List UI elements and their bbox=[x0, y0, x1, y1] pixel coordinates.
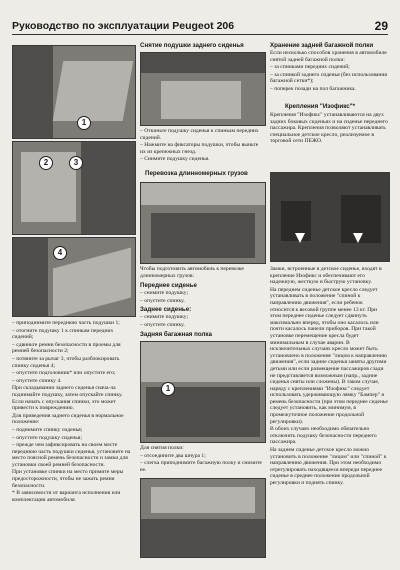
photo-seat-cushion bbox=[12, 45, 136, 139]
heading-shelf-storage: Хранение задней багажной полки bbox=[270, 42, 374, 49]
col1-line: – отогните подушку 1 к спинкам передних сидений; bbox=[12, 327, 114, 341]
col1-line: При установке спинки на место примите меры предосторожности, чтобы не зажать ремни безопасности. bbox=[12, 469, 124, 489]
col2-s5-line: Для снятия полки: bbox=[140, 445, 184, 451]
col1-line: – потяните за рычаг 3, чтобы разблокировать спинку сиденья 4; bbox=[12, 355, 120, 369]
col3-s2 bbox=[270, 112, 388, 146]
col3-s2-line: Крепления "Изофикс" устанавливаются на двух задних боковых сиденьях и на сиденье переднего пассажира. Крепления позволяют устанавливать специальное детское кресло, реализуемое в торговой сети ПЕЖО. bbox=[270, 112, 388, 145]
col2-s1-line: – Снимите подушку сиденья. bbox=[140, 156, 210, 163]
page-number: 29 bbox=[374, 19, 388, 33]
col2-s4 bbox=[140, 314, 264, 329]
col1-line: – приподнимите переднюю часть подушки 1; bbox=[12, 320, 120, 326]
callout-shelf-1: 1 bbox=[161, 382, 175, 396]
heading-rear-shelf: Задняя багажная полка bbox=[140, 331, 212, 338]
col2-s3 bbox=[140, 290, 264, 305]
heading-rear-seat: Заднее сиденье: bbox=[140, 306, 192, 313]
callout-3: 3 bbox=[69, 156, 83, 170]
page-header bbox=[12, 20, 388, 35]
callout-2: 2 bbox=[39, 156, 53, 170]
col3-s1-line: – за спинкой заднего сиденья (без использования багажной сетки*); bbox=[270, 71, 387, 85]
col2-s1-line: – Нажмите на фиксаторы подушки, чтобы выньте их из крепежных гнезд. bbox=[140, 142, 259, 155]
col2-s1-line: – Откиньте подушку сиденья к спинкам передних сидений. bbox=[140, 128, 259, 141]
col2-s2-line: Чтобы подготовить автомобиль к перевозке длинномерных грузов: bbox=[140, 266, 244, 279]
col3-s3 bbox=[270, 266, 388, 488]
col1-line: Для приведения заднего сиденья в нормальное положение: bbox=[12, 412, 124, 426]
col3-s3-line: В обоих случаях необходимо обязательно отключить подушку безопасности переднего пассажира. bbox=[270, 426, 377, 446]
photo-shelf-bottom bbox=[140, 478, 266, 558]
col1-line: – поднимите спинку сиденья; bbox=[12, 426, 83, 433]
photo-seatbelt-lever bbox=[12, 141, 136, 235]
col3-s1-line: Если несколько способов хранения в автомобиле снятой задней багажной полки: bbox=[270, 50, 387, 63]
col2-s1 bbox=[140, 128, 264, 164]
col2-s3-line: – опустите спинку. bbox=[140, 297, 185, 304]
col1-line: При складывании заднего сиденья снача-ла поднимайте подушку, затем опускайте спинку. Если начать с опускания спинки, это может привести к повреждению. bbox=[12, 385, 123, 412]
col1-line: – опустите подушку сиденья; bbox=[12, 434, 82, 441]
col1-line: – опустите подголовник* или опустите его; bbox=[12, 370, 116, 377]
col3-s3-line: На заднем сиденье детское кресло можно установить в положение "лицом" или "спиной" к направлению движения. При этом необходимо отрегулировать находящееся впереди переднее сиденье в среднее положение продольной регулировки и поднять спинку. bbox=[270, 447, 387, 486]
photo-remove-cushion bbox=[140, 52, 266, 126]
col3-s1 bbox=[270, 50, 388, 94]
callout-1: 1 bbox=[77, 116, 91, 130]
arrow-down-icon bbox=[353, 233, 363, 243]
col1-line: – опустите спинку 4. bbox=[12, 377, 62, 384]
col1-text bbox=[12, 320, 134, 504]
col3-s1-line: – поперек позади на пол багажника. bbox=[270, 85, 356, 92]
col1-line: – сдвиньте ремни безопасности в проемы для ремней безопасности 2; bbox=[12, 341, 121, 355]
heading-front-seat: Переднее сиденье bbox=[140, 282, 197, 289]
heading-long-loads: Перевозка длинномерных грузов bbox=[145, 170, 248, 177]
col2-s5-line: – слегка приподнимите багажную полку и снимите ее. bbox=[140, 460, 262, 473]
callout-4: 4 bbox=[53, 246, 67, 260]
col2-s4-line: – снимите подушку; bbox=[140, 314, 189, 320]
photo-long-loads bbox=[140, 182, 266, 264]
heading-remove-cushion: Снятие подушки заднего сиденья bbox=[140, 42, 244, 49]
col3-s3-line: Замки, встроенные в детское сиденье, входят в крепление Изофикс и обеспечивают его надежную, жесткую и быструю установку. bbox=[270, 266, 382, 286]
col2-s3-line: – снимите подушку; bbox=[140, 290, 189, 296]
col2-s4-line: – опустите спинку. bbox=[140, 321, 185, 328]
photo-folded-seat bbox=[12, 237, 136, 317]
col2-s5 bbox=[140, 445, 264, 474]
heading-isofix: Крепления "Изофикс"* bbox=[285, 103, 355, 110]
photo-rear-shelf bbox=[140, 341, 266, 443]
col1-line: * В зависимости от варианта исполнения или комплектации автомобиля. bbox=[12, 490, 121, 503]
photo-isofix bbox=[270, 172, 390, 262]
header-title: Руководство по эксплуатации Peugeot 206 bbox=[12, 20, 235, 32]
col3-s1-line: – за спинками передних сидений; bbox=[270, 64, 350, 71]
col2-s2 bbox=[140, 266, 264, 280]
col2-s5-line: – отсоедините два шнура 1; bbox=[140, 452, 206, 459]
arrow-down-icon bbox=[295, 233, 305, 243]
col3-s3-line: На переднем сиденье детское кресло следует устанавливать в положение "спиной к направлению движения", если ребенок относится к весовой группе менее 13 кг. При этом переднее сиденье следует сдвинуть максимально вперед, чтобы оно касалось или почти касалось панели приборов. При такой установке перемещение кресла будет минимальным в случае аварии. В исключительных случаях кресло может быть установлено в положение "лицом к направлению движения", если задние сиденья заняты другими детьми или если размещение пассажиров сзади не представляется возможным (напр., задние сиденья сняты или сложены). В таком случае, наряду с креплениями "Изофикс" следует использовать удерживающую лямку "Бампер" и ремень безопасности (при этом переднее сиденье следует установить, как минимум, в промежуточное положение продольной регулировки). bbox=[270, 286, 388, 425]
col1-line: – прежде чем зафиксировать на своем месте переднюю часть подушки сиденья, установите на место поясной ремень безопасности и замки для установки своей ремней безопасности. bbox=[12, 442, 131, 468]
